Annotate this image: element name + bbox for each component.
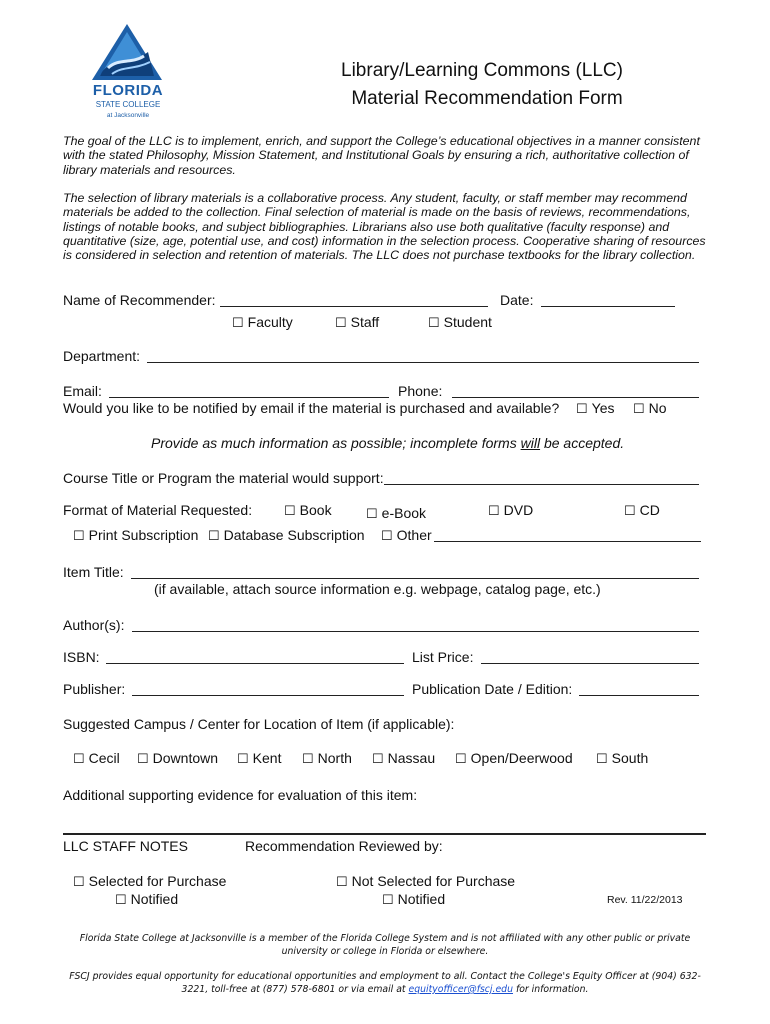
- authors-label: Author(s):: [63, 617, 125, 633]
- notify-no-checkbox[interactable]: ☐ No: [633, 400, 667, 417]
- campus-kent-checkbox[interactable]: ☐ Kent: [237, 750, 281, 767]
- other-checkbox[interactable]: ☐ Other: [381, 527, 432, 544]
- revision-date: Rev. 11/22/2013: [607, 894, 683, 906]
- not-selected-checkbox[interactable]: ☐ Not Selected for Purchase: [336, 873, 515, 890]
- triangle-logo-icon: [88, 22, 166, 84]
- evidence-field[interactable]: [63, 833, 706, 835]
- campus-label: Suggested Campus / Center for Location of Item (if applicable):: [63, 716, 455, 732]
- print-subscription-checkbox[interactable]: ☐ Print Subscription: [73, 527, 198, 544]
- reviewed-by-label: Recommendation Reviewed by:: [245, 838, 443, 854]
- info-note-emphasis: will: [520, 435, 541, 451]
- email-field[interactable]: [109, 397, 389, 398]
- campus-nassau-checkbox[interactable]: ☐ Nassau: [372, 750, 435, 767]
- list-price-label: List Price:: [412, 649, 474, 665]
- book-checkbox[interactable]: ☐ Book: [284, 502, 332, 519]
- equity-officer-email-link[interactable]: equityofficer@fscj.edu: [408, 984, 513, 995]
- campus-open-deerwood-checkbox[interactable]: ☐ Open/Deerwood: [455, 750, 573, 767]
- database-subscription-checkbox[interactable]: ☐ Database Subscription: [208, 527, 365, 544]
- evidence-label: Additional supporting evidence for evaluation of this item:: [63, 787, 418, 803]
- notify-question: Would you like to be notified by email if the material is purchased and available?: [63, 400, 560, 416]
- footer-affiliation: Florida State College at Jacksonville is a member of the Florida College System and is not affiliated with any other public or private university or college in Florida or elsewhere.: [79, 933, 691, 957]
- other-field[interactable]: [434, 541, 701, 542]
- authors-field[interactable]: [132, 631, 699, 632]
- name-label: Name of Recommender:: [63, 292, 216, 308]
- isbn-field[interactable]: [106, 663, 404, 664]
- logo-subtitle: STATE COLLEGE: [95, 100, 161, 109]
- info-note: [151, 435, 624, 451]
- date-field[interactable]: [541, 306, 675, 307]
- date-label: Date:: [500, 292, 534, 308]
- name-field[interactable]: [220, 306, 488, 307]
- dvd-checkbox[interactable]: ☐ DVD: [488, 502, 533, 519]
- campus-downtown-checkbox[interactable]: ☐ Downtown: [137, 750, 218, 767]
- campus-south-checkbox[interactable]: ☐ South: [596, 750, 648, 767]
- footer-eo-text: FSCJ provides equal opportunity for educational opportunities and employment to all. Contact the College's Equity Officer at (904) 632-3221, toll-free at (877) 578-6801 or via email at: [69, 971, 701, 995]
- department-label: Department:: [63, 348, 141, 364]
- student-checkbox[interactable]: ☐ Student: [428, 314, 492, 331]
- staff-checkbox[interactable]: ☐ Staff: [335, 314, 379, 331]
- phone-field[interactable]: [452, 397, 699, 398]
- college-logo: [88, 22, 166, 122]
- isbn-label: ISBN:: [63, 649, 100, 665]
- info-note-pre: Provide as much information as possible; incomplete forms: [151, 435, 521, 451]
- item-title-field[interactable]: [131, 578, 699, 579]
- department-field[interactable]: [147, 362, 699, 363]
- phone-label: Phone:: [398, 383, 443, 399]
- logo-name: FLORIDA: [92, 82, 164, 99]
- format-label: Format of Material Requested:: [63, 502, 253, 518]
- intro-paragraph-selection: The selection of library materials is a collaborative process. Any student, faculty, or staff member may recommend materials be added to the collection. Final selection of material is made on the basis of reviews, recommendations, listings of notable books, and subject bibliographies. Librarians also use both qualitative (faculty response) and quantitative (size, age, potential use, and cost) information in the selection process. Cooperative sharing of resources is considered in selection and retention of materials. The LLC does not purchase textbooks for the library collection.: [63, 191, 706, 263]
- email-label: Email:: [63, 383, 102, 399]
- course-field[interactable]: [384, 484, 699, 485]
- notified-checkbox-not-selected[interactable]: ☐ Notified: [382, 891, 445, 908]
- campus-north-checkbox[interactable]: ☐ North: [302, 750, 352, 767]
- footer-eo-suffix: for information.: [512, 984, 589, 995]
- logo-campus: at Jacksonville: [106, 112, 150, 119]
- course-label: Course Title or Program the material would support:: [63, 470, 384, 486]
- footer-equal-opportunity: [60, 970, 710, 996]
- notify-yes-checkbox[interactable]: ☐ Yes: [576, 400, 615, 417]
- ebook-checkbox[interactable]: ☐ e-Book: [366, 505, 426, 522]
- list-price-field[interactable]: [481, 663, 699, 664]
- item-title-hint: (if available, attach source information e.g. webpage, catalog page, etc.): [154, 581, 601, 597]
- info-note-post: be accepted.: [540, 435, 625, 451]
- staff-notes-label: LLC STAFF NOTES: [63, 838, 188, 854]
- publication-date-field[interactable]: [579, 695, 699, 696]
- faculty-checkbox[interactable]: ☐ Faculty: [232, 314, 293, 331]
- publisher-label: Publisher:: [63, 681, 126, 697]
- selected-for-purchase-checkbox[interactable]: ☐ Selected for Purchase: [73, 873, 226, 890]
- item-title-label: Item Title:: [63, 564, 124, 580]
- cd-checkbox[interactable]: ☐ CD: [624, 502, 660, 519]
- form-title-line2: Material Recommendation Form: [351, 88, 623, 109]
- publication-date-label: Publication Date / Edition:: [412, 681, 573, 697]
- form-title-line1: Library/Learning Commons (LLC): [341, 60, 623, 81]
- campus-cecil-checkbox[interactable]: ☐ Cecil: [73, 750, 120, 767]
- notified-checkbox-selected[interactable]: ☐ Notified: [115, 891, 178, 908]
- publisher-field[interactable]: [132, 695, 404, 696]
- intro-paragraph-goal: The goal of the LLC is to implement, enrich, and support the College’s educational objectives in a manner consistent with the stated Philosophy, Mission Statement, and Institutional Goals by ensuring a rich, authoritative collection of library materials and resources.: [63, 134, 700, 177]
